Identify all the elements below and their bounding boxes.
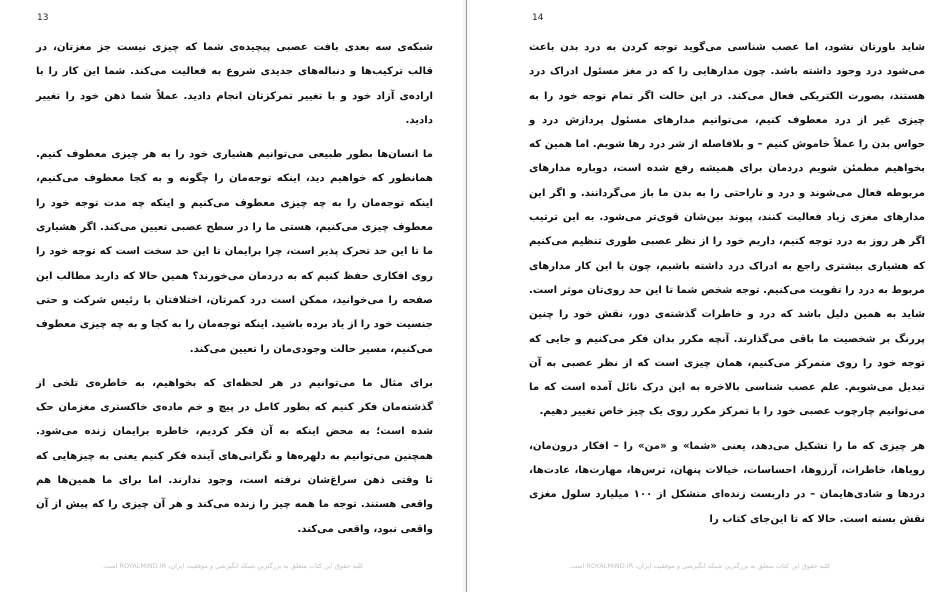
paragraph: شاید باورتان نشود، اما عصب شناسی می‌گوید توجه کردن به درد بدن باعث می‌شود درد وجود داشته باشد. چون مدارهایی را که در مغز مسئول ادراک درد هستند، بصورت الکتریکی فعال می‌کند. در این حالت اگر تمام توجه خود را به چیزی غیر از درد معطوف کنیم، می‌توانیم مدارهای مسئول پردازش درد و حواس بدن را عملاً خاموش کنیم – و بلافاصله از شر درد رها شویم. اما همین که بخواهیم مطمئن شویم دردمان برای همیشه رفع شده است، دوباره مدارهای مربوطه فعال می‌شوند و درد و ناراحتی را به بدن ما باز می‌گردانند. و اگر این مدارهای مغزی زیاد فعالیت کنند، پیوند بین‌شان قوی‌تر می‌شود. به این ترتیب اگر هر روز به درد توجه کنیم، داریم خود را از نظر عصبی طوری تنظیم می‌کنیم که هشیاری بیشتری راجع به ادراک درد داشته باشیم، چون با این کار مدارهای مربوط به درد را تقویت می‌کنیم. توجه شخص شما تا این حد روی‌تان موثر است. شاید به همین دلیل باشد که درد و خاطرات گذشته‌ی دور، نقش خود را چنین پررنگ بر شخصیت ما باقی می‌گذارند. آنچه مکرر بدان فکر می‌کنیم و جایی که توجه خود را روی متمرکز می‌کنیم، همان چیزی است که از نظر عصبی به آن تبدیل می‌شویم. علم عصب شناسی بالاخره به این درک نائل آمده است که ما می‌توانیم چارچوب عصبی خود را با تمرکز مکرر روی یک چیز خاص تغییر دهیم. <box>529 42 925 418</box>
page-number: 13 <box>37 13 49 23</box>
page-number: 14 <box>532 13 544 23</box>
paragraph: هر چیزی که ما را تشکیل می‌دهد، یعنی «شما» و «من» را – افکار درون‌مان، رویاها، خاطرات، آرزوها، احساسات، خیالات پنهان، ترس‌ها، مهارت‌ها، عادت‌ها، دردها و شادی‌هایمان – در داربست زنده‌ای متشکل از ۱۰۰ میلیارد سلول مغزی نقش بسته است. حالا که تا این‌جای کتاب را <box>529 440 925 525</box>
page-body <box>529 36 925 542</box>
paragraph: برای مثال ما می‌توانیم در هر لحظه‌ای که بخواهیم، به خاطره‌ی تلخی از گذشته‌مان فکر کنیم که بطور کامل در پیچ و خم ماده‌ی خاکستری مغزمان حک شده است؛ به محض اینکه به آن فکر کردیم، خاطره برایمان زنده می‌شود. همچنین می‌توانیم به دلهره‌ها و نگرانی‌های آینده فکر کنیم یعنی به چیزهایی که تا وقتی ذهن سراغ‌شان نرفته است، وجود ندارند. اما برای ما همین‌ها هم واقعی هستند. توجه ما همه چیز را زنده می‌کند و هر آن چیزی را که پیش از آن واقعی نبود، واقعی می‌کند. <box>36 377 433 535</box>
paragraph: شبکه‌ی سه بعدی بافت عصبی پیچیده‌ی شما که چیزی نیست جز مغزتان، در قالب ترکیب‌ها و دنباله‌های جدیدی شروع به فعالیت می‌کند. شما این کار را با اراده‌ی آزاد خود و با تغییر تمرکزتان انجام دادید. عملاً شما ذهن خود را تغییر دادید. <box>36 42 433 126</box>
copyright-footer: کلیه حقوق این کتاب متعلق به بزرگترین شبکه انگیزشی و موفقیت ایران، ROYALMIND.IR است. <box>568 562 831 570</box>
page-body <box>36 36 433 552</box>
copyright-footer: کلیه حقوق این کتاب متعلق به بزرگترین شبکه انگیزشی و موفقیت ایران، ROYALMIND.IR است. <box>101 562 364 570</box>
right-page <box>466 0 932 592</box>
paragraph: ما انسان‌ها بطور طبیعی می‌توانیم هشیاری خود را به هر چیزی معطوف کنیم. همانطور که خواهیم دید، اینکه توجه‌مان را چگونه و به کجا معطوف می‌کنیم، اینکه توجه‌مان را به چه چیزی معطوف می‌کنیم و اینکه چه مدت توجه خود را معطوف چیزی می‌کنیم، هستی ما را در سطح عصبی تعیین می‌کند. اگر هشیاری ما تا این حد تحرک پذیر است، چرا برایمان تا این حد سخت است که توجه خود را روی افکاری حفظ کنیم که به دردمان می‌خورند؟ همین حالا که دارید مطالب این صفحه را می‌خوانید، ممکن است درد کمرتان، اختلافتان با رئیس شرکت و حتی جنسیت خود را از یاد برده باشید. اینکه توجه‌مان را به کجا و به چه چیزی معطوف می‌کنیم، مسیر حالت وجودی‌مان را تعیین می‌کند. <box>36 149 433 355</box>
